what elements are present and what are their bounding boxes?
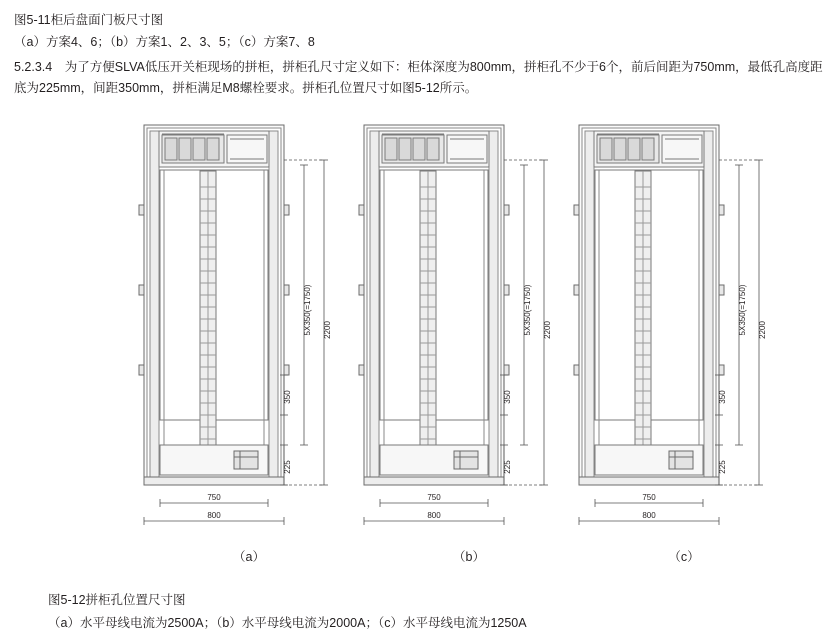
dim-bottom-offset-c: 225 (718, 460, 727, 474)
dim-width-outer-b: 800 (427, 511, 441, 520)
figure-caption-sub: （a）水平母线电流为2500A；（b）水平母线电流为2000A；（c）水平母线电流为1250A (48, 616, 527, 630)
figure-a-label: （a） (233, 550, 265, 564)
dim-width-inner-a: 750 (207, 493, 221, 502)
dim-height-total-a: 2200 (323, 321, 332, 339)
dim-spacing-single-b: 350 (503, 390, 512, 404)
page-subheading: （a）方案4、6；（b）方案1、2、3、5；（c）方案7、8 (14, 35, 315, 49)
dim-width-outer-a: 800 (207, 511, 221, 520)
dim-spacing-series-a: 5X350(=1750) (303, 284, 312, 336)
figure-caption: 图5-12拼柜孔位置尺寸图 (48, 593, 186, 607)
dim-bottom-offset-a: 225 (283, 460, 292, 474)
dim-width-outer-c: 800 (642, 511, 656, 520)
figure-caption-block (14, 589, 824, 634)
figure-c (559, 115, 809, 565)
figure-c-label: （c） (668, 550, 700, 564)
dim-spacing-series-c: 5X350(=1750) (738, 284, 747, 336)
dim-spacing-single-c: 350 (718, 390, 727, 404)
figure-a (124, 115, 374, 565)
dim-width-inner-c: 750 (642, 493, 656, 502)
figure-group (14, 115, 823, 565)
dim-bottom-offset-b: 225 (503, 460, 512, 474)
dim-width-inner-b: 750 (427, 493, 441, 502)
figure-b (344, 115, 594, 565)
body-paragraph: 5.2.3.4 为了方便SLVA低压开关柜现场的拼柜，拼柜孔尺寸定义如下：柜体深度为800mm，拼柜孔不少于6个，前后间距为750mm，最低孔高度距底为225mm，间距350mm，拼柜满足M8螺栓要求。拼柜孔位置尺寸如图5-12所示。 (14, 60, 823, 95)
page-heading: 图5-11柜后盘面门板尺寸图 (14, 13, 164, 27)
dim-spacing-single-a: 350 (283, 390, 292, 404)
dim-height-total-c: 2200 (758, 321, 767, 339)
figure-b-label: （b） (453, 550, 485, 564)
dim-height-total-b: 2200 (543, 321, 552, 339)
dim-spacing-series-b: 5X350(=1750) (523, 284, 532, 336)
